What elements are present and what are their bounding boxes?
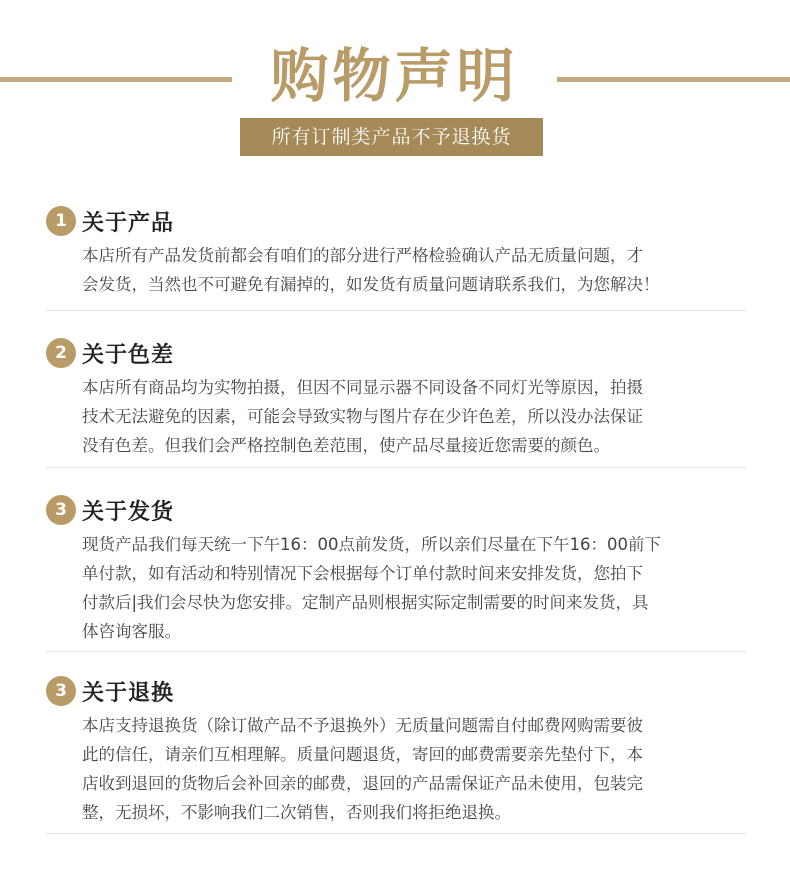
body-line: 付款后|我们会尽快为您安排。定制产品则根据实际定制需要的时间来发货，具 [82, 593, 649, 612]
body-line: 会发货，当然也不可避免有漏掉的，如发货有质量问题请联系我们，为您解决！ [82, 275, 660, 294]
section-body [82, 530, 746, 646]
body-line: 单付款，如有活动和特别情况下会根据每个订单付款时间来安排发货，您拍下 [82, 564, 643, 583]
section-body [82, 711, 746, 827]
body-line: 店收到退回的货物后会补回亲的邮费，退回的产品需保证产品未使用，包装完 [82, 774, 643, 793]
section-body [82, 373, 746, 460]
body-line: 整，无损坏，不影响我们二次销售，否则我们将拒绝退换。 [82, 803, 511, 822]
section-heading [46, 494, 174, 526]
body-line: 本店所有商品均为实物拍摄，但因不同显示器不同设备不同灯光等原因，拍摄 [82, 378, 643, 397]
section-number-badge: 3 [46, 676, 76, 706]
section-heading [46, 205, 174, 237]
section-heading [46, 337, 174, 369]
section-body [82, 241, 746, 299]
body-line: 没有色差。但我们会严格控制色差范围，使产品尽量接近您需要的颜色。 [82, 436, 610, 455]
body-line: 技术无法避免的因素，可能会导致实物与图片存在少许色差，所以没办法保证 [82, 407, 643, 426]
left-decorative-rule [0, 77, 232, 82]
section-divider [46, 467, 746, 468]
body-line: 体咨询客服。 [82, 622, 181, 641]
section-title: 关于发货 [82, 499, 175, 525]
section-title: 关于产品 [82, 210, 175, 236]
section-title: 关于退换 [82, 680, 175, 706]
section-title: 关于色差 [82, 342, 175, 368]
subtitle-banner: 所有订制类产品不予退换货 [240, 118, 543, 156]
right-decorative-rule [557, 77, 790, 82]
section-number-badge: 3 [46, 495, 76, 525]
body-line: 现货产品我们每天统一下午16：00点前发货，所以亲们尽量在下午16：00前下 [82, 535, 661, 554]
section-divider [46, 651, 746, 652]
body-line: 此的信任，请亲们互相理解。质量问题退货，寄回的邮费需要亲先垫付下，本 [82, 745, 643, 764]
body-line: 本店所有产品发货前都会有咱们的部分进行严格检验确认产品无质量问题，才 [82, 246, 643, 265]
body-line: 本店支持退换货（除订做产品不予退换外）无质量问题需自付邮费网购需要彼 [82, 716, 643, 735]
section-heading [46, 675, 174, 707]
section-number-badge: 2 [46, 338, 76, 368]
page-title: 购物声明 [270, 42, 519, 110]
page-header [0, 0, 790, 170]
section-number-badge: 1 [46, 206, 76, 236]
section-divider [46, 833, 746, 834]
section-divider [46, 310, 746, 311]
